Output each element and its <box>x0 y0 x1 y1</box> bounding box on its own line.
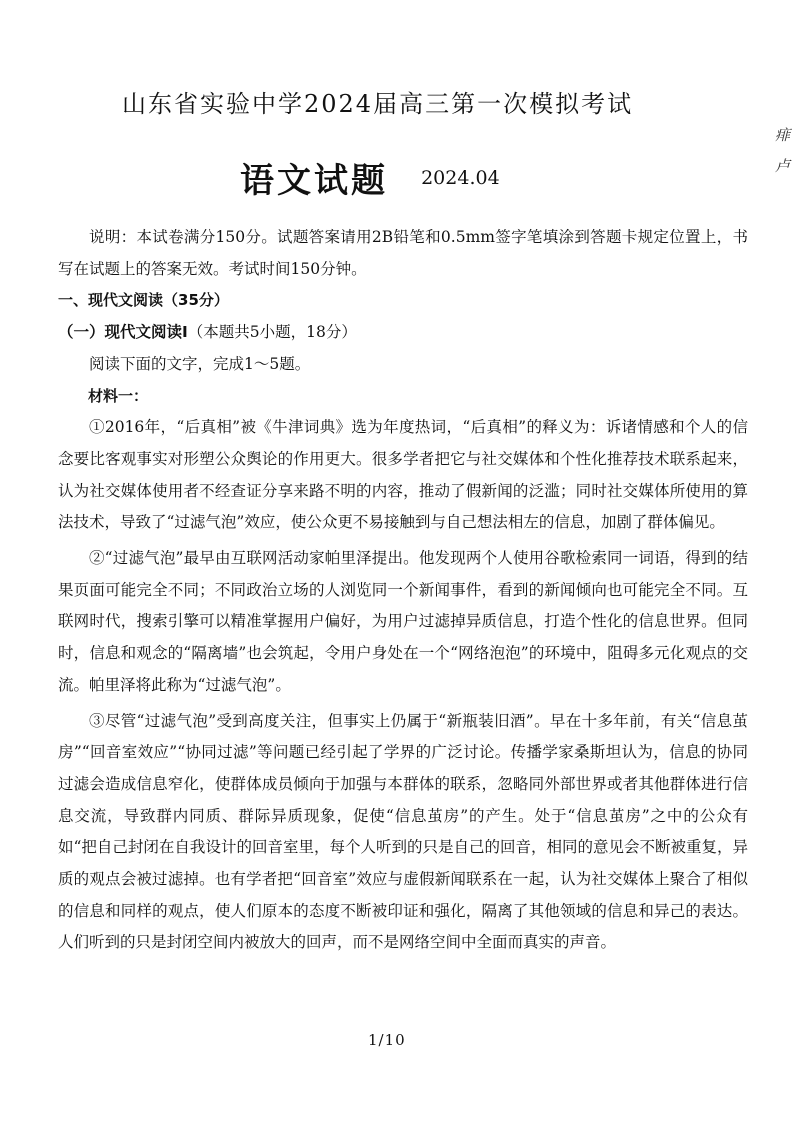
subject-line <box>240 153 500 202</box>
passage-paragraph: ②“过滤气泡”最早由互联网活动家帕里泽提出。他发现两个人使用谷歌检索同一词语，得到的结果页面可能完全不同；不同政治立场的人浏览同一个新闻事件，看到的新闻倾向也可能完全不同。互联网时代，搜索引擎可以精准掌握用户偏好，为用户过滤掉异质信息，打造个性化的信息世界。但同时，信息和观念的“隔离墙”也会筑起，令用户身处在一个“网络泡泡”的环境中，阻碍多元化观点的交流。帕里泽将此称为“过滤气泡”。 <box>58 549 748 694</box>
reading-prompt: 阅读下面的文字，完成1～5题。 <box>89 354 311 373</box>
margin-note: 痱 <box>775 126 791 144</box>
exam-date: 2024.04 <box>421 166 500 189</box>
subject-title: 语文试题 <box>240 161 388 201</box>
subsection-note: （本题共5小题，18分） <box>187 323 357 342</box>
page-number: 1/10 <box>368 1031 406 1049</box>
subsection-title: （一）现代文阅读Ⅰ <box>58 323 188 342</box>
passage-paragraph: ①2016年，“后真相”被《牛津词典》选为年度热词，“后真相”的释义为：诉诸情感和个人的信念要比客观事实对形塑公众舆论的作用更大。很多学者把它与社交媒体和个性化推荐技术联系起来，认为社交媒体使用者不经查证分享来路不明的内容，推动了假新闻的泛滥；同时社交媒体所使用的算法技术，导致了“过滤气泡”效应，使公众更不易接触到与自己想法相左的信息，加剧了群体偏见。 <box>58 418 748 532</box>
passage-paragraph: ③尽管“过滤气泡”受到高度关注，但事实上仍属于“新瓶装旧酒”。早在十多年前，有关“信息茧房”“回音室效应”“协同过滤”等问题已经引起了学界的广泛讨论。传播学家桑斯坦认为，信息的协同过滤会造成信息窄化，使群体成员倾向于加强与本群体的联系，忽略同外部世界或者其他群体进行信息交流，导致群内同质、群际异质现象，促使“信息茧房”的产生。处于“信息茧房”之中的公众有如“把自己封闭在自我设计的回音室里，每个人听到的只是自己的回音，相同的意见会不断被重复，异质的观点会被过滤掉。也有学者把“回音室”效应与虚假新闻联系在一起，认为社交媒体上聚合了相似的信息和同样的观点，使人们原本的态度不断被印证和强化，隔离了其他领域的信息和异己的表达。人们听到的只是封闭空间内被放大的回声，而不是网络空间中全面而真实的声音。 <box>58 711 748 952</box>
section-heading: 一、现代文阅读（35分） <box>58 291 229 310</box>
material-label: 材料一： <box>88 386 149 405</box>
subsection-heading <box>58 317 748 349</box>
exam-title: 山东省实验中学2024届高三第一次模拟考试 <box>122 90 634 118</box>
margin-note: 卢 <box>775 157 791 175</box>
exam-content <box>58 222 748 959</box>
instructions: 说明：本试卷满分150分。试题答案请用2B铅笔和0.5mm签字笔填涂到答题卡规定位置上，书写在试题上的答案无效。考试时间150分钟。 <box>58 228 748 278</box>
